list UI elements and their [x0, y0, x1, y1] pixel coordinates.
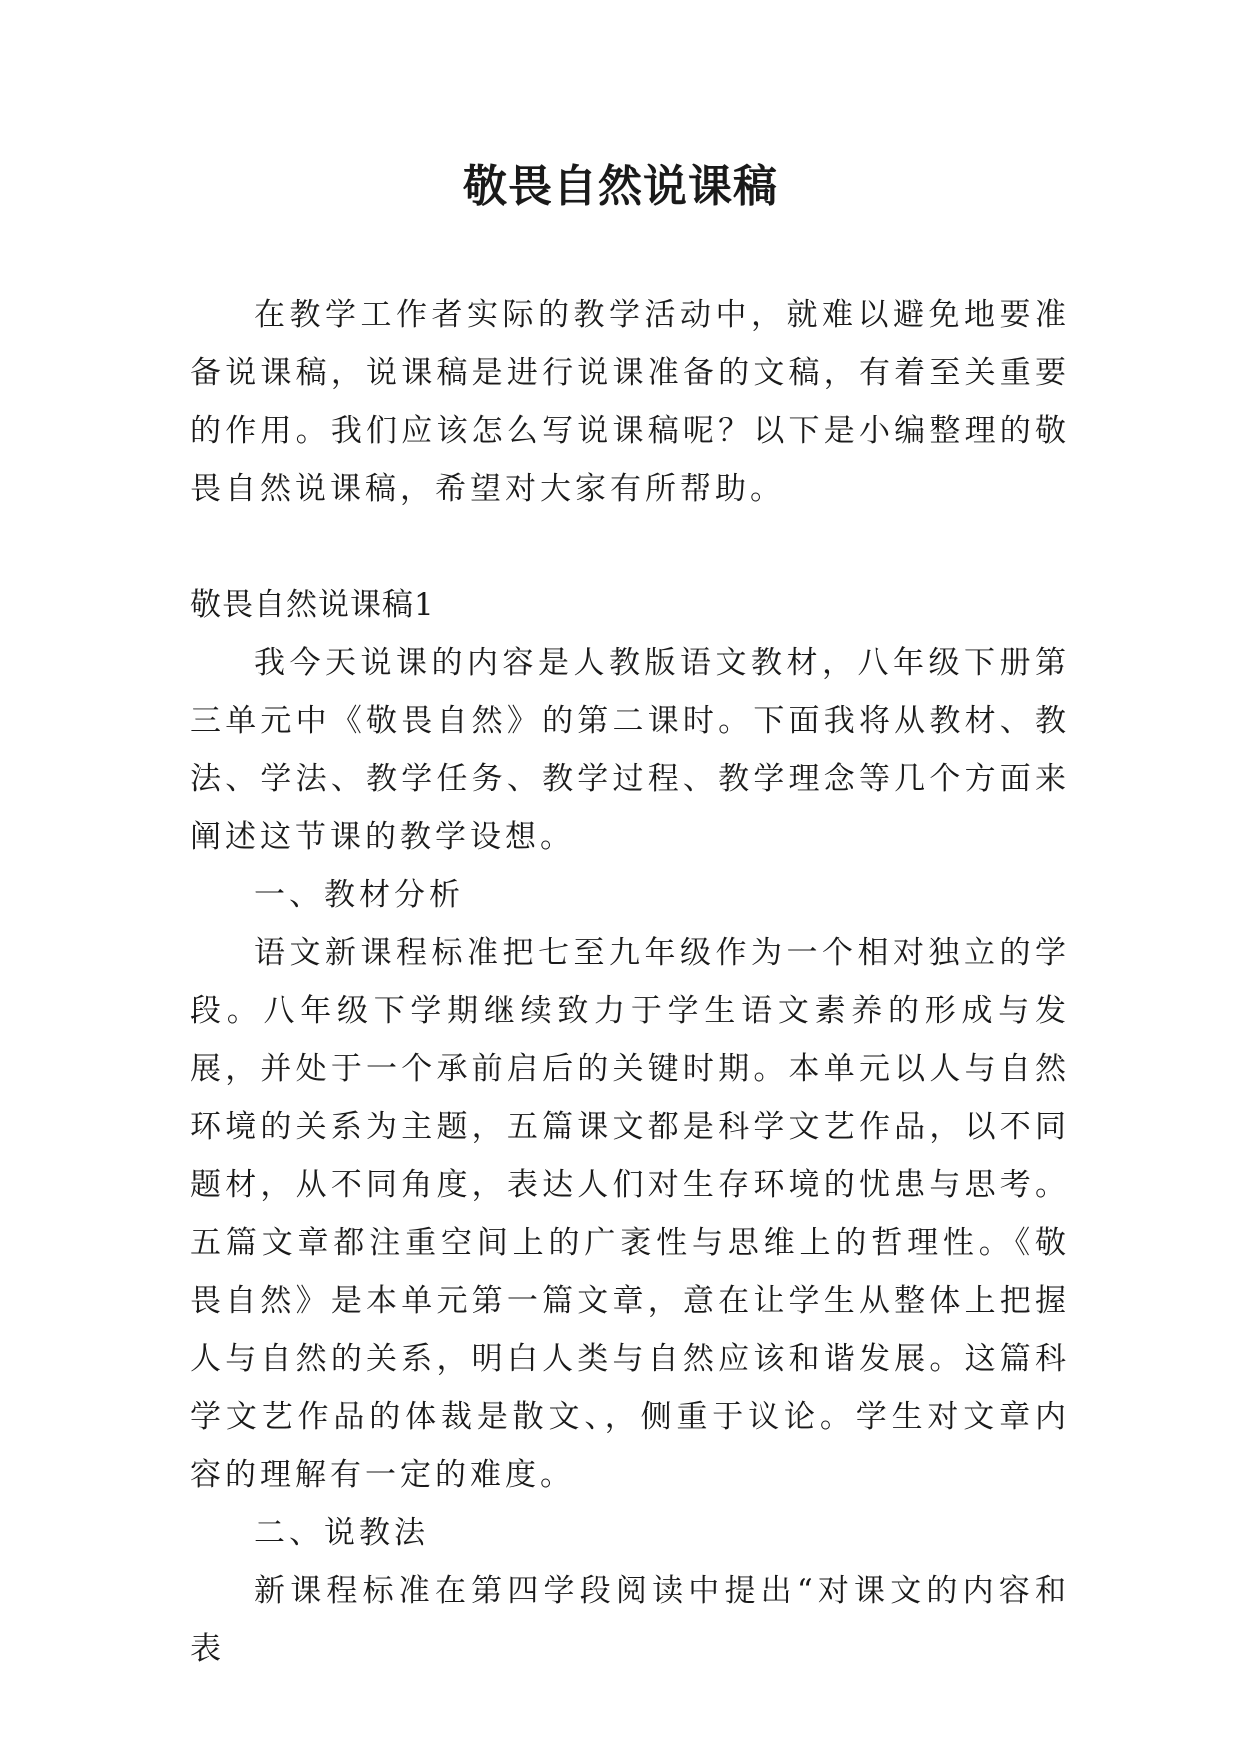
intro-paragraph: 在教学工作者实际的教学活动中，就难以避免地要准备说课稿，说课稿是进行说课准备的文稿，有着至关重要的作用。我们应该怎么写说课稿呢？以下是小编整理的敬畏自然说课稿，希望对大家有所帮助。: [190, 297, 1070, 507]
paragraph-2: 语文新课程标准把七至九年级作为一个相对独立的学段。八年级下学期继续致力于学生语文素养的形成与发展，并处于一个承前启后的关键时期。本单元以人与自然环境的关系为主题，五篇课文都是科学文艺作品，以不同题材，从不同角度，表达人们对生存环境的忧患与思考。五篇文章都注重空间上的广袤性与思维上的哲理性。《敬畏自然》是本单元第一篇文章，意在让学生从整体上把握人与自然的关系，明白人类与自然应该和谐发展。这篇科学文艺作品的体裁是散文、，侧重于议论。学生对文章内容的理解有一定的难度。: [190, 935, 1070, 1493]
section-heading: 敬畏自然说课稿1: [190, 587, 435, 623]
main-block: [190, 576, 1070, 1678]
paragraph-1: 我今天说课的内容是人教版语文教材，八年级下册第三单元中《敬畏自然》的第二课时。下面我将从教材、教法、学法、教学任务、教学过程、教学理念等几个方面来阐述这节课的教学设想。: [190, 645, 1070, 855]
intro-block: [190, 286, 1070, 518]
subheading-textbook-analysis: 一、教材分析: [254, 877, 464, 913]
paragraph-3: 新课程标准在第四学段阅读中提出“对课文的内容和表: [190, 1573, 1070, 1667]
document-title: 敬畏自然说课稿: [463, 161, 778, 212]
subheading-teaching-method: 二、说教法: [254, 1515, 429, 1551]
